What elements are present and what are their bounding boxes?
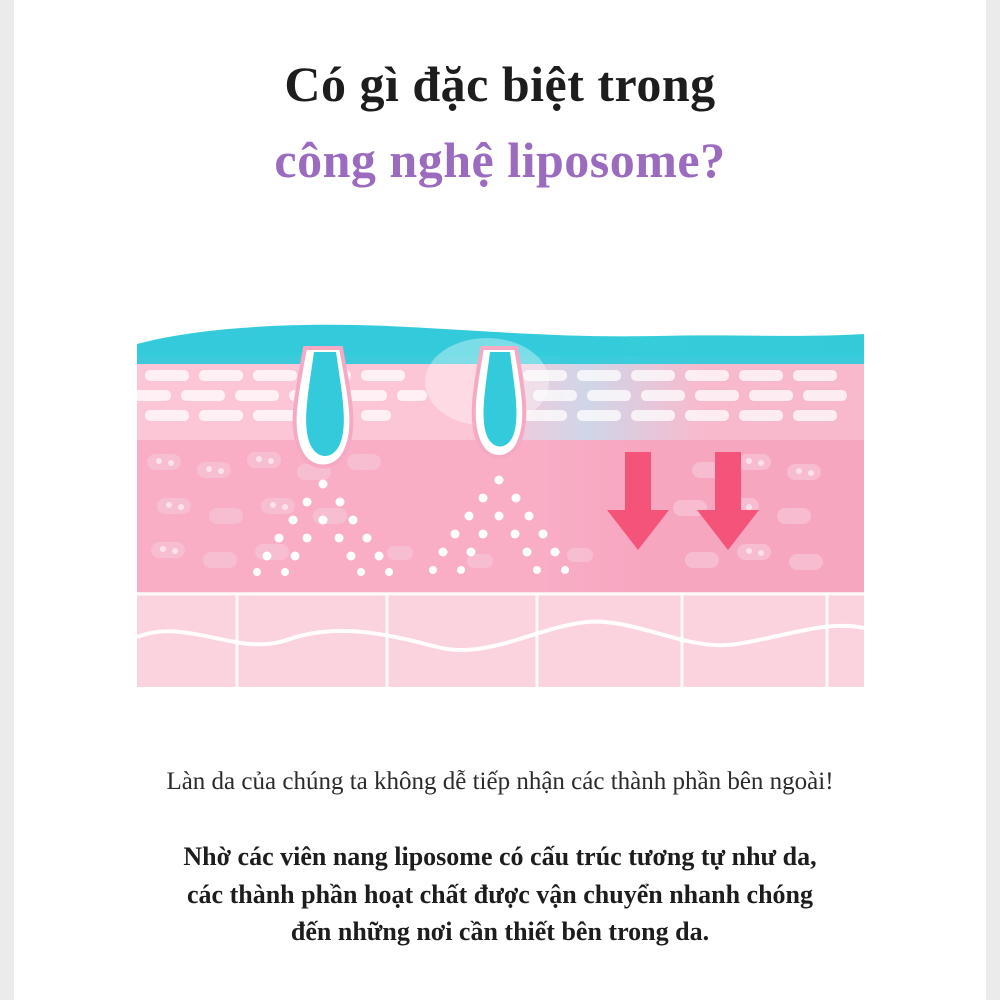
pore-follicle-left (295, 348, 352, 467)
page-title (0, 56, 1000, 189)
skin-cross-section-diagram (137, 322, 864, 687)
headline-line-2: công nghệ liposome? (274, 131, 726, 188)
skin-diagram-svg (137, 322, 864, 687)
caption-body-line-2: các thành phần hoạt chất được vận chuyển nhanh chóng (187, 879, 813, 909)
headline-line-1: Có gì đặc biệt trong (284, 56, 716, 112)
pore-follicle-right (474, 348, 525, 457)
caption-body-line-1: Nhờ các viên nang liposome có cấu trúc tương tự như da, (183, 842, 817, 871)
caption-body (0, 838, 1000, 951)
caption-body-line-3: đến những nơi cần thiết bên trong da. (290, 917, 710, 947)
caption-intro: Làn da của chúng ta không dễ tiếp nhận các thành phần bên ngoài! (166, 768, 834, 795)
